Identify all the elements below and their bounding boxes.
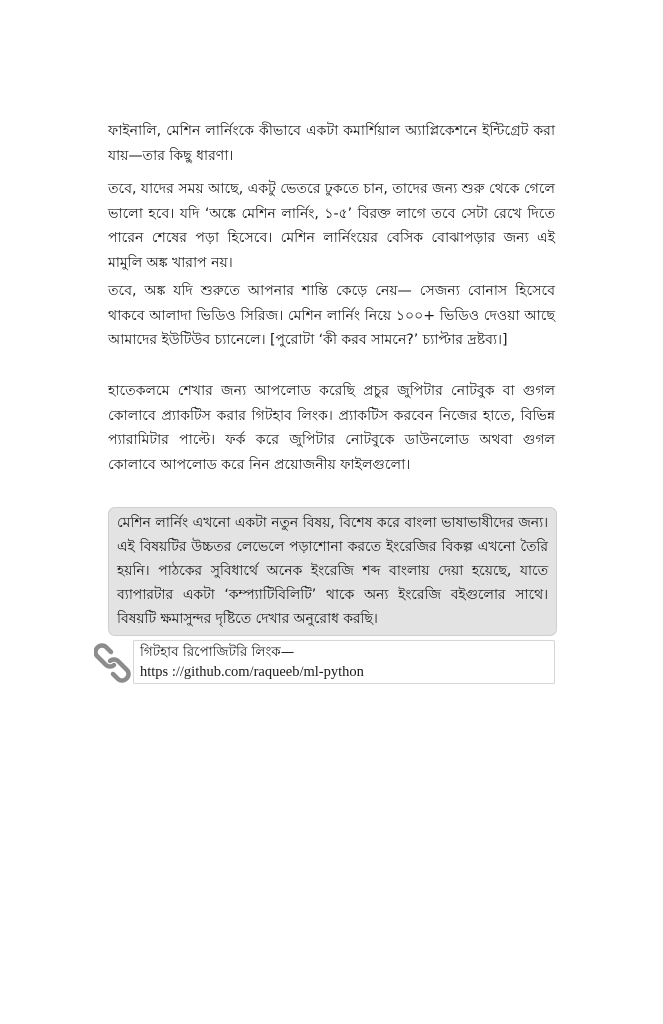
paragraph-text: তবে, যাদের সময় আছে, একটু ভেতরে ঢুকতে চান, তাদের জন্য শুরু থেকে গেলে ভালো হবে। যদি ‘অঙ্কে মেশিন লার্নিং, ১-৫’ বিরক্ত লাগে তবে সেটা রেখে দিতে পারেন শেষের পড়া হিসেবে। মেশিন লার্নিংয়ের বেসিক বোঝাপড়ার জন্য এই মামুলি অঙ্ক খারাপ নয়। — [108, 181, 555, 271]
note-text: মেশিন লার্নিং এখনো একটা নতুন বিষয়, বিশেষ করে বাংলা ভাষাভাষীদের জন্য। এই বিষয়টির উচ্চতর লেভেলে পড়াশোনা করতে ইংরেজির বিকল্প এখনো তৈরি হয়নি। পাঠকের সুবিধার্থে অনেক ইংরেজি শব্দ বাংলায় দেয়া হয়েছে, যাতে ব্যাপারটার একটা ‘কম্প্যাটিবিলিটি’ থাকে অন্য ইংরেজি বইগুলোর সাথে। বিষয়টি ক্ষমাসুন্দর দৃষ্টিতে দেখার অনুরোধ করছি। — [117, 515, 548, 627]
paragraph-text: তবে, অঙ্ক যদি শুরুতে আপনার শান্তি কেড়ে নেয়— সেজন্য বোনাস হিসেবে থাকবে আলাদা ভিডিও সিরিজ। মেশিন লার্নিং নিয়ে ১০০+ ভিডিও দেওয়া আছে আমাদের ইউটিউব চ্যানেলে। [পুরোটা ‘কী করব সামনে?’ চ্যাপ্টার দ্রষ্টব্য।] — [108, 283, 555, 348]
paragraph-notebooks — [108, 379, 555, 477]
paragraph-math-chapters — [108, 177, 555, 275]
link-title: গিটহাব রিপোজিটরি লিংক— — [140, 644, 295, 660]
paragraph-text: ফাইনালি, মেশিন লার্নিংকে কীভাবে একটা কমার্শিয়াল অ্যাপ্লিকেশনে ইন্টিগ্রেট করা যায়—তার কিছু ধারণা। — [108, 123, 555, 164]
link-icon — [94, 642, 132, 684]
paragraph-video-series — [108, 279, 555, 353]
paragraph-text: হাতেকলমে শেখার জন্য আপলোড করেছি প্রচুর জুপিটার নোটবুক বা গুগল কোলাবে প্র্যাকটিস করার গিটহাব লিংক। প্র্যাকটিস করবেন নিজের হাতে, বিভিন্ন প্যারামিটার পাল্টে। ফর্ক করে জুপিটার নোটবুকে ডাউনলোড অথবা গুগল কোলাবে আপলোড করে নিন প্রয়োজনীয় ফাইলগুলো। — [108, 383, 555, 473]
paragraph-intro — [108, 119, 555, 168]
github-repo-link[interactable]: https ://github.com/raqueeb/ml-python — [140, 664, 364, 680]
note-box — [108, 507, 557, 636]
github-link-box — [133, 640, 555, 684]
